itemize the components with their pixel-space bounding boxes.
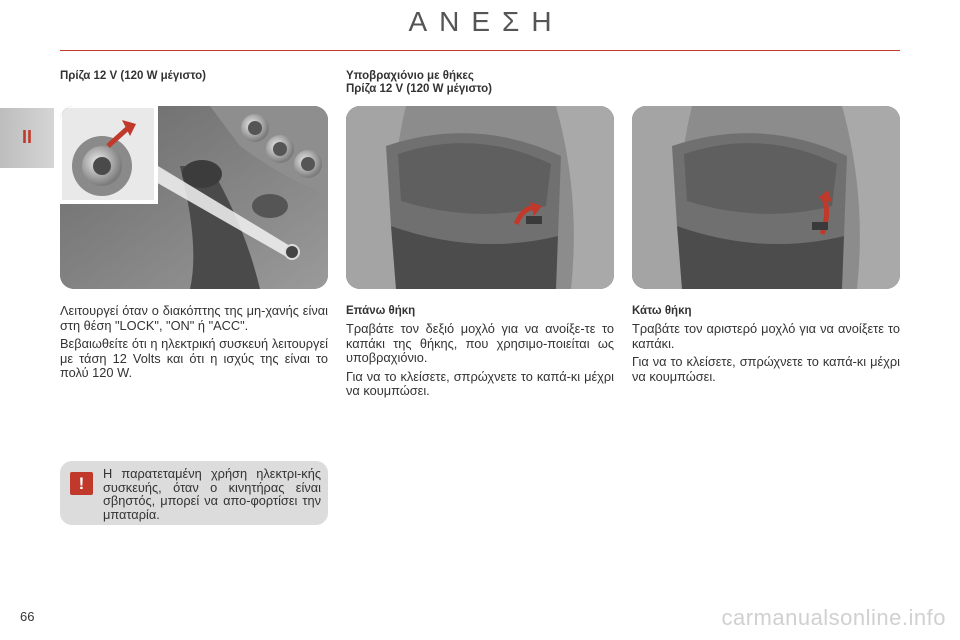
upper-compartment-text: [346, 322, 614, 403]
socket-paragraph-1: Λειτουργεί όταν ο διακόπτης της μη-χανής είναι στη θέση "LOCK", "ON" ή "ACC".: [60, 303, 328, 333]
armrest-heading-line2: Πρίζα 12 V (120 W μέγιστο): [346, 83, 492, 95]
title-rule: [60, 50, 900, 51]
console-illustration: [60, 106, 328, 289]
armrest-heading: [346, 70, 492, 96]
armrest-heading-line1: Υποβραχιόνιο με θήκες: [346, 70, 474, 82]
warning-box: [60, 461, 328, 525]
lower-compartment-text: [632, 322, 900, 388]
page-title: ΑΝΕΣΗ: [408, 6, 564, 37]
socket-description: [60, 304, 328, 385]
upper-paragraph-1: Τραβάτε τον δεξιό μοχλό για να ανοίξε-τε το καπάκι της θήκης, που χρησιμο-ποιείται ως υποβραχιόνιο.: [346, 321, 614, 365]
armrest-upper-photo: [346, 106, 614, 289]
chapter-tab-label: II: [21, 127, 32, 147]
upper-compartment-heading: Επάνω θήκη: [346, 305, 416, 317]
lower-paragraph-1: Τραβάτε τον αριστερό μοχλό για να ανοίξετε το καπάκι.: [632, 321, 900, 351]
armrest-lower-illustration: [632, 106, 900, 289]
armrest-upper-illustration: [346, 106, 614, 289]
exclamation-icon: !: [70, 472, 93, 495]
socket-heading: Πρίζα 12 V (120 W μέγιστο): [60, 70, 206, 82]
lower-compartment-heading: Κάτω θήκη: [632, 305, 692, 317]
armrest-lower-photo: [632, 106, 900, 289]
center-console-socket-photo: [60, 106, 328, 289]
chapter-tab: [0, 108, 54, 168]
upper-paragraph-2: Για να το κλείσετε, σπρώχνετε το καπά-κι μέχρι να κουμπώσει.: [346, 368, 614, 398]
warning-text: Η παρατεταμένη χρήση ηλεκτρι-κής συσκευής, όταν ο κινητήρας είναι σβηστός, μπορεί να απο-φορτίσει την μπαταρία.: [103, 466, 321, 522]
page-number: 66: [20, 609, 35, 624]
socket-paragraph-2: Βεβαιωθείτε ότι η ηλεκτρική συσκευή λειτουργεί με τάση 12 Volts και ότι η ισχύς της είναι το πολύ 120 W.: [60, 336, 328, 380]
watermark: carmanualsonline.info: [721, 605, 946, 630]
lower-paragraph-2: Για να το κλείσετε, σπρώχνετε το καπά-κι μέχρι να κουμπώσει.: [632, 354, 900, 384]
